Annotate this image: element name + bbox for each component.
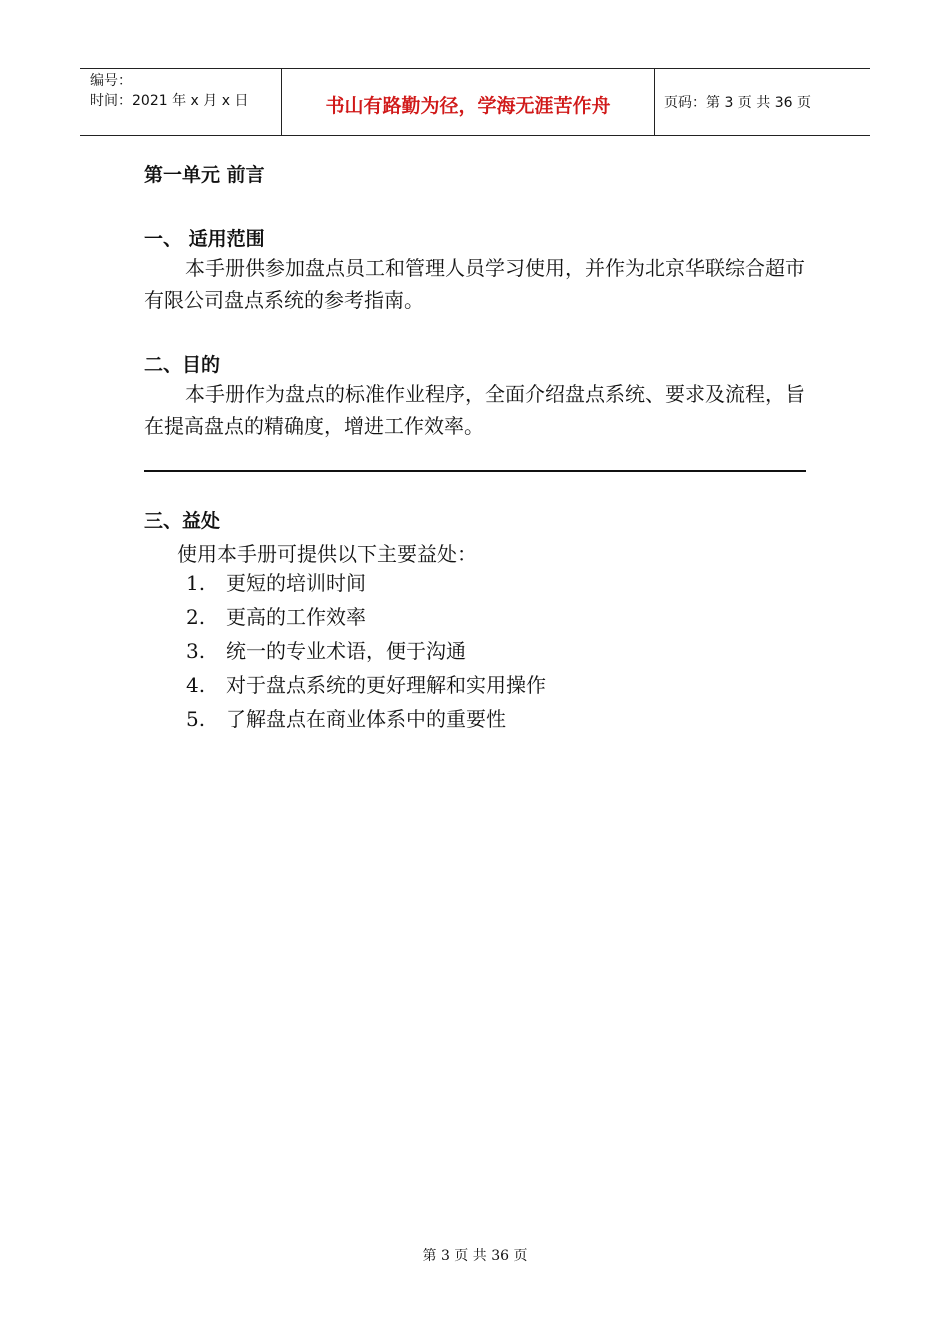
list-item-number: 4. [186,673,206,697]
benefits-list [186,568,546,738]
list-item [186,704,546,738]
list-item [186,602,546,636]
motto: 书山有路勤为径，学海无涯苦作舟 [325,95,611,117]
header-page-number: 页码：第 3 页 共 36 页 [664,95,811,111]
list-item [186,670,546,704]
divider-line [144,470,806,472]
list-item-number: 2. [186,605,206,629]
list-item-text: 对于盘点系统的更好理解和实用操作 [226,673,546,697]
date-label: 时间：2021 年 x 月 x 日 [90,93,249,109]
list-item-text: 了解盘点在商业体系中的重要性 [226,707,506,731]
list-item [186,568,546,602]
header-motto-cell [282,69,655,135]
section-heading-scope: 一、 适用范围 [144,228,265,250]
section-text-purpose: 本手册作为盘点的标准作业程序，全面介绍盘点系统、要求及流程，旨在提高盘点的精确度，增进工作效率。 [144,382,805,438]
page-header [80,68,870,136]
list-item-text: 统一的专业术语，便于沟通 [226,639,466,663]
code-label: 编号： [90,73,132,89]
page-footer: 第 3 页 共 36 页 [422,1248,528,1264]
list-item-text: 更短的培训时间 [226,571,366,595]
list-item [186,636,546,670]
header-meta-cell [80,69,282,135]
list-item-number: 1. [186,571,206,595]
header-page-cell [655,69,870,135]
unit-title: 第一单元 前言 [144,164,265,186]
section-heading-purpose: 二、目的 [144,354,221,376]
section-heading-benefits: 三、益处 [144,510,221,532]
list-item-number: 3. [186,639,206,663]
benefits-intro: 使用本手册可提供以下主要益处： [177,542,477,566]
section-text-scope: 本手册供参加盘点员工和管理人员学习使用，并作为北京华联综合超市有限公司盘点系统的参考指南。 [144,256,805,312]
list-item-number: 5. [186,707,206,731]
list-item-text: 更高的工作效率 [226,605,366,629]
